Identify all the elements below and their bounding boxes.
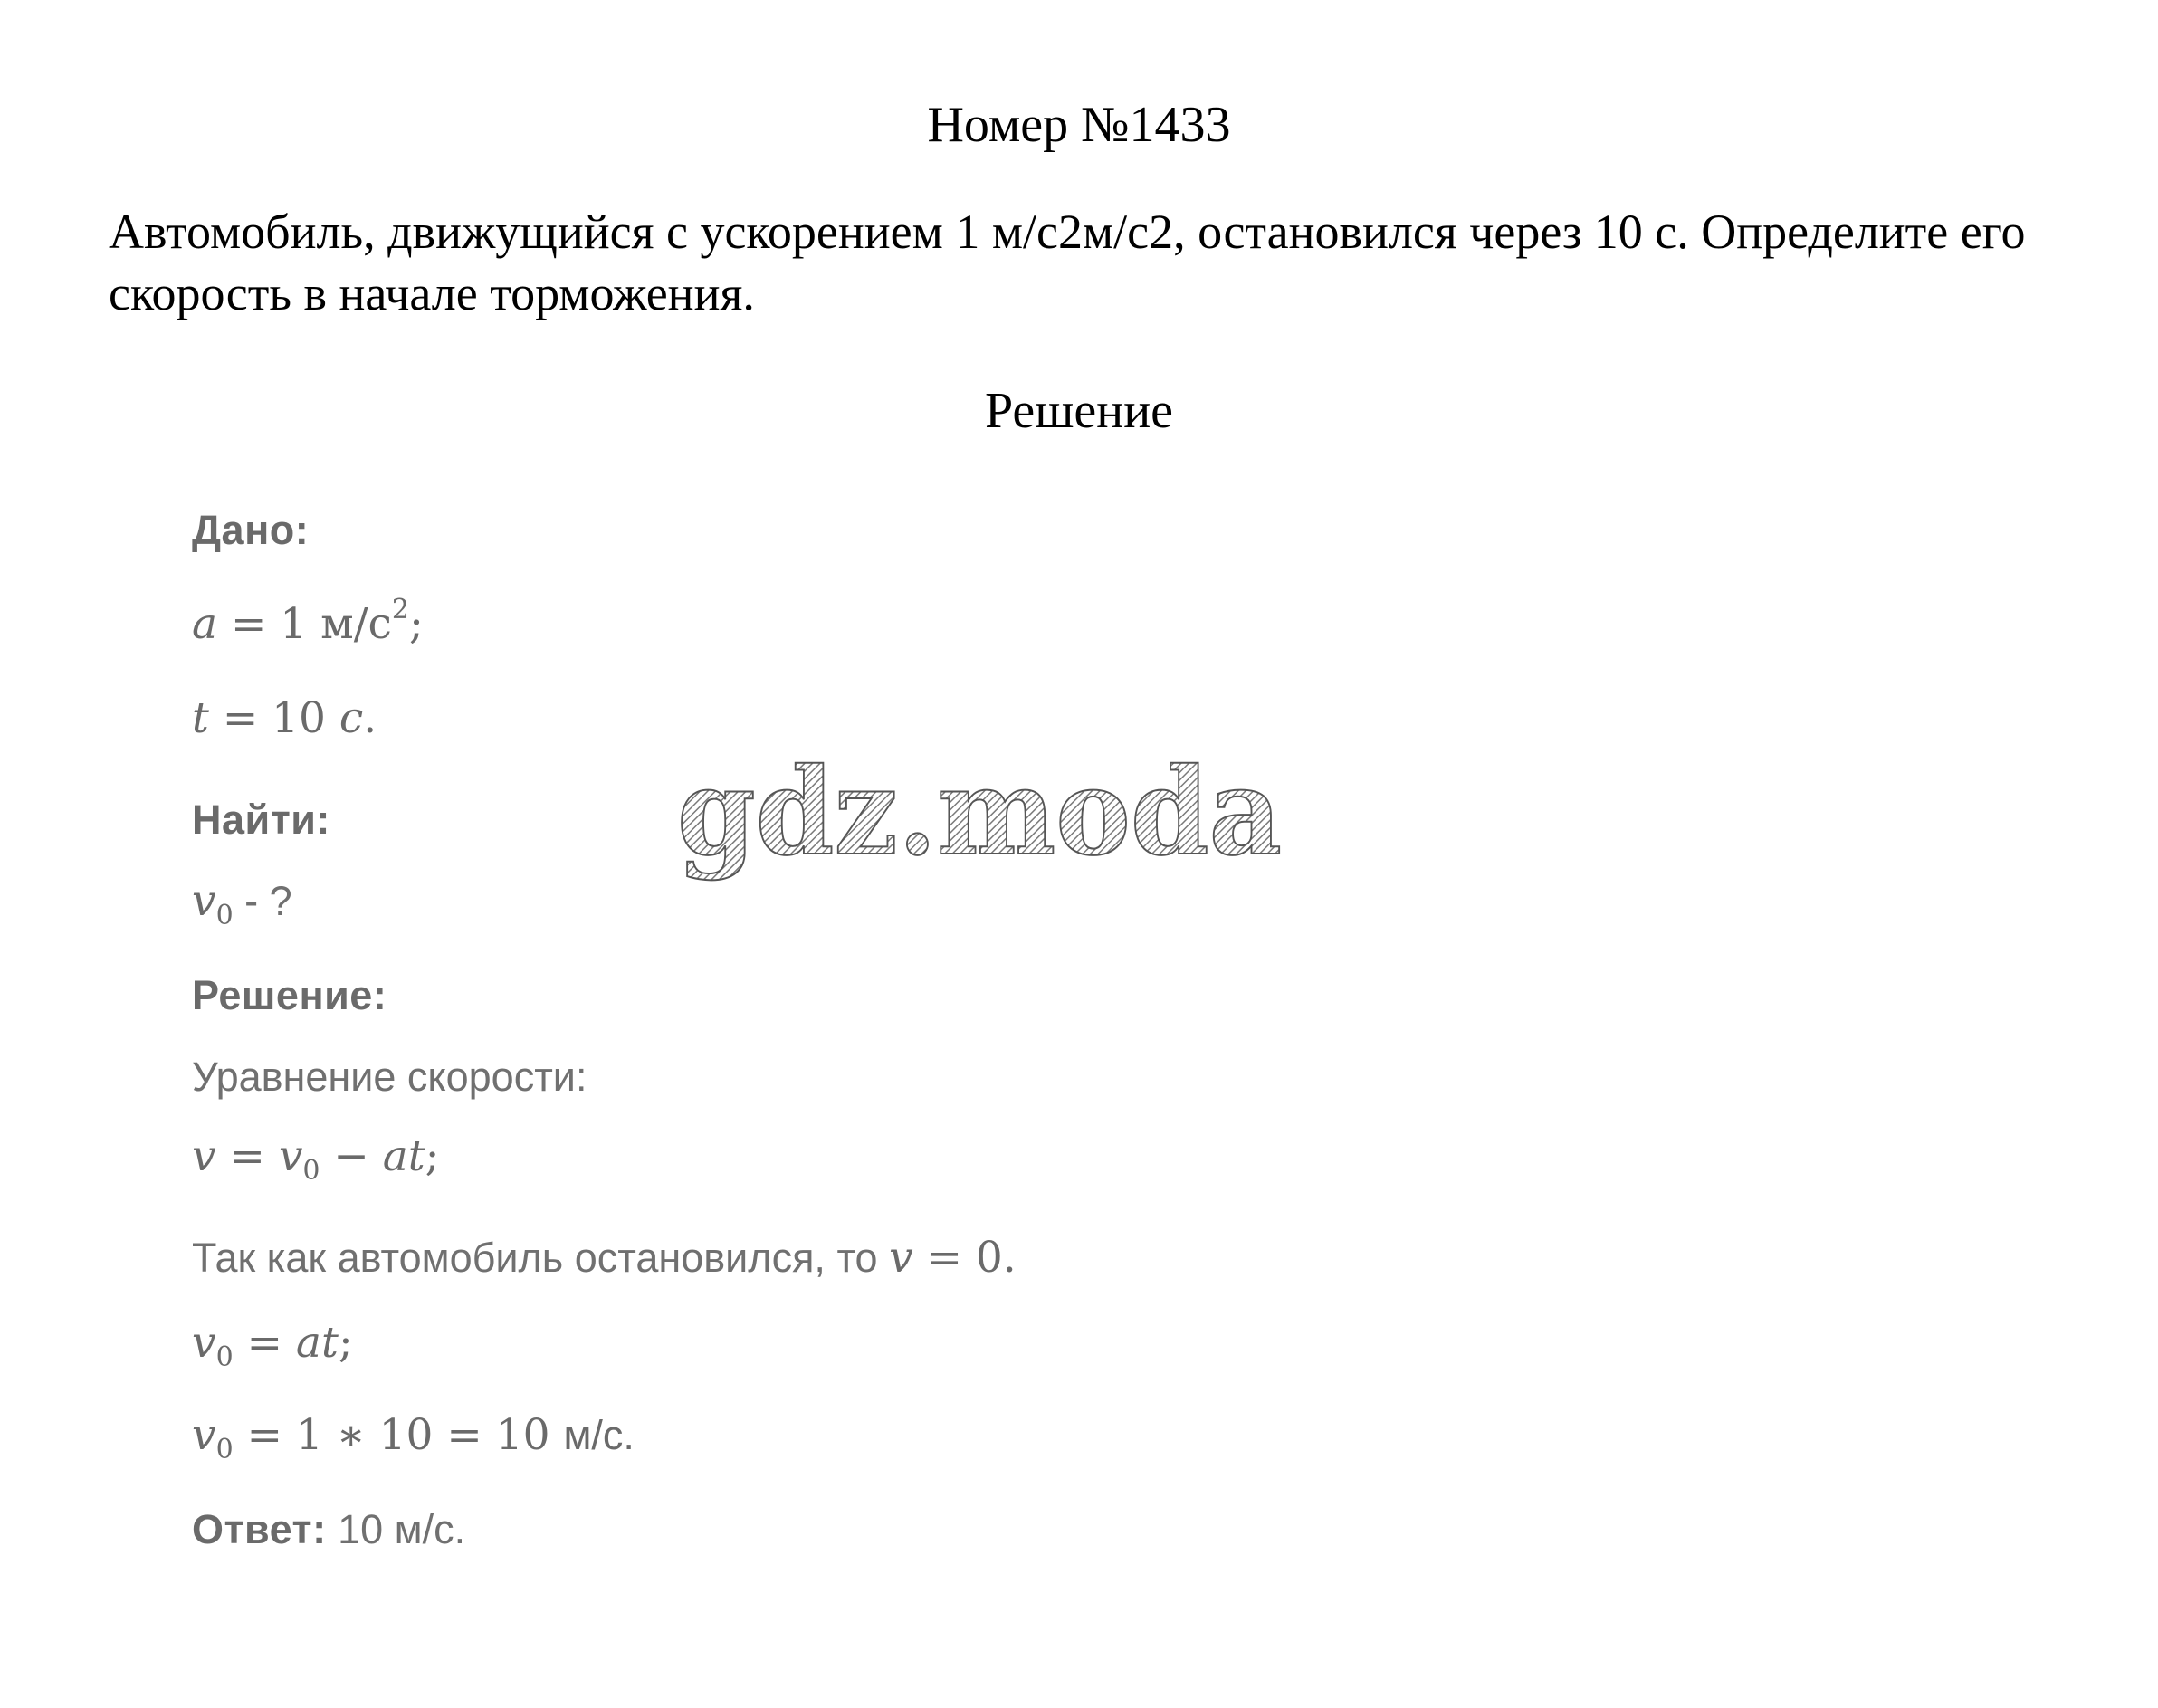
- calculation: = 1 ∗ 10 = 10: [233, 1410, 564, 1460]
- solution-label: Решение:: [192, 972, 387, 1018]
- var-at: at: [382, 1131, 425, 1181]
- var-at: at: [295, 1318, 339, 1368]
- var-v: v: [192, 876, 216, 926]
- watermark-logo: [672, 749, 1287, 903]
- watermark-graphic: [672, 749, 1287, 903]
- find-unknown: - ?: [233, 878, 292, 924]
- var-a: a: [192, 599, 218, 649]
- subscript-zero: 0: [302, 1155, 320, 1187]
- problem-statement: Автомобиль, движущийся с ускорением 1 м/с2м/с2, остановился через 10 с. Определите его скорость в начале торможения.: [109, 205, 2026, 320]
- time-unit: c: [339, 693, 364, 743]
- var-v: v: [889, 1233, 913, 1283]
- acceleration-end: ;: [408, 599, 424, 649]
- given-label: Дано:: [192, 507, 310, 553]
- equation-end: ;: [338, 1318, 353, 1368]
- v0-equation: [192, 1318, 353, 1373]
- var-t: t: [192, 693, 209, 743]
- acceleration-exponent: 2: [391, 594, 409, 625]
- answer-line: [192, 1506, 465, 1553]
- var-v: v: [192, 1318, 216, 1368]
- answer-label: Ответ:: [192, 1506, 327, 1552]
- var-v0: v: [278, 1131, 303, 1181]
- velocity-equation: [192, 1131, 440, 1187]
- v0-calculation: [192, 1410, 635, 1465]
- time-end: .: [363, 693, 377, 743]
- find-v0: [192, 876, 292, 931]
- stopped-text: Так как автомобиль остановился, то: [192, 1235, 890, 1281]
- equation-intro: Уравнение скорости:: [192, 1054, 587, 1100]
- given-time: [192, 693, 377, 743]
- equation-end: ;: [425, 1131, 440, 1181]
- subscript-zero: 0: [215, 1434, 234, 1465]
- acceleration-value: = 1 м/с: [217, 599, 392, 649]
- find-label: Найти:: [192, 797, 330, 843]
- solution-block: [192, 507, 1369, 1575]
- answer-value: 10 м/с.: [326, 1506, 466, 1552]
- given-acceleration: [192, 594, 424, 649]
- stopped-value: = 0.: [912, 1233, 1017, 1283]
- page-title: Номер №1433: [927, 97, 1231, 153]
- equals-sign: =: [233, 1318, 296, 1368]
- time-value: = 10: [208, 693, 339, 743]
- subscript-zero: 0: [215, 900, 234, 931]
- subscript-zero: 0: [215, 1341, 234, 1373]
- velocity-unit: м/с.: [563, 1412, 635, 1458]
- equals-sign: =: [215, 1131, 279, 1181]
- solution-heading: Решение: [984, 383, 1174, 439]
- var-v: v: [192, 1410, 216, 1460]
- watermark-text: gdz.moda: [677, 749, 1282, 883]
- stopped-condition: [192, 1233, 1017, 1283]
- var-v: v: [192, 1131, 216, 1181]
- minus-sign: −: [320, 1131, 383, 1181]
